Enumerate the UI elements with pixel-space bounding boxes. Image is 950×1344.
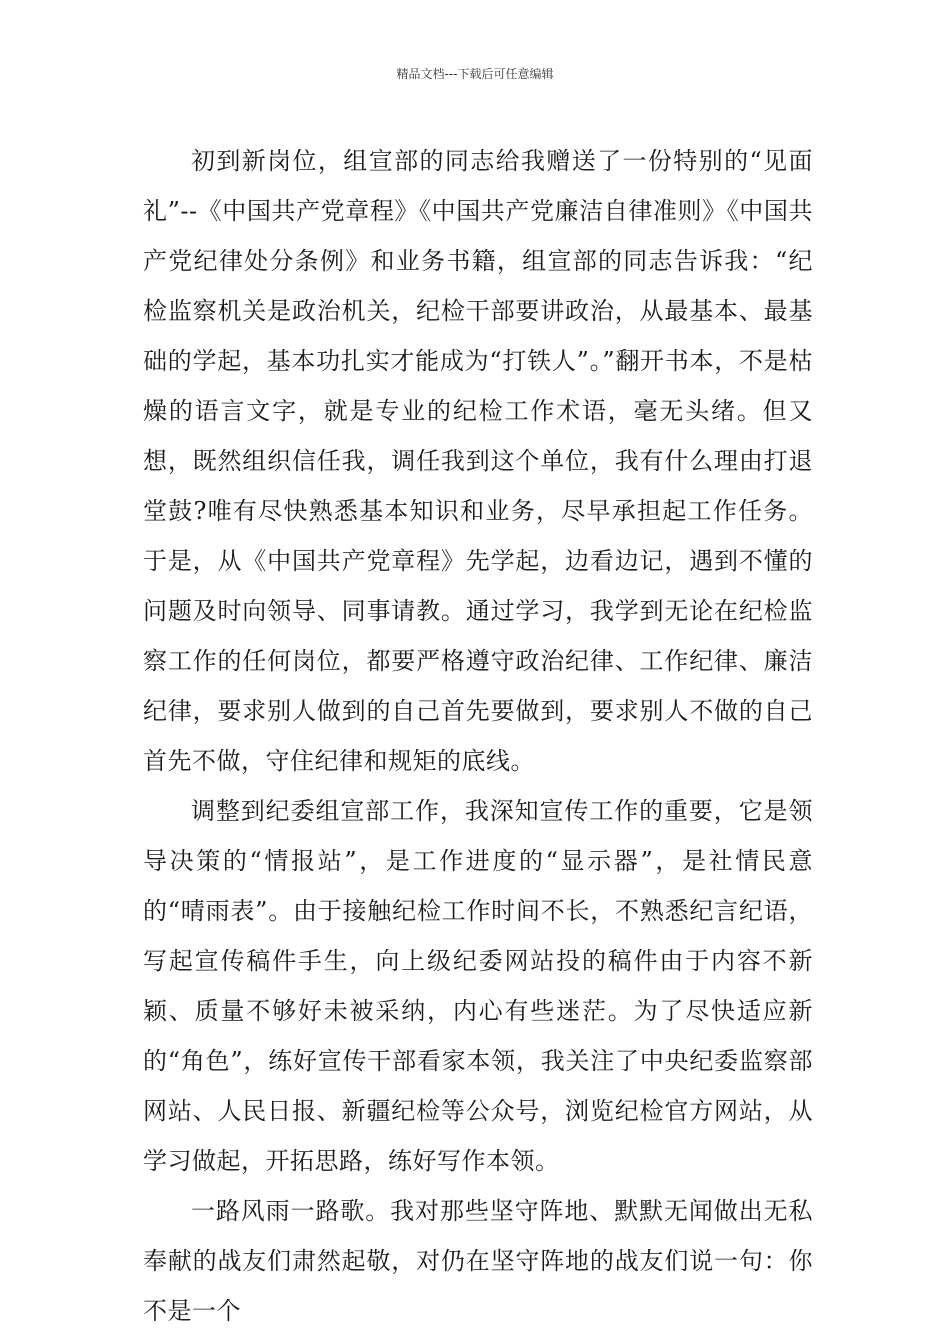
paragraph-1: 初到新岗位，组宣部的同志给我赠送了一份特别的“见面礼”--《中国共产党章程》《中国共产党廉洁自律准则》《中国共产党纪律处分条例》和业务书籍，组宣部的同志告诉我：“纪检监察机关是政治机关，纪检干部要讲政治，从最基本、最基础的学起，基本功扎实才能成为“打铁人”。”翻开书本，不是枯燥的语言文字，就是专业的纪检工作术语，毫无头绪。但又想，既然组织信任我，调任我到这个单位，我有什么理由打退堂鼓?唯有尽快熟悉基本知识和业务，尽早承担起工作任务。于是，从《中国共产党章程》先学起，边看边记，遇到不懂的问题及时向领导、同事请教。通过学习，我学到无论在纪检监察工作的任何岗位，都要严格遵守政治纪律、工作纪律、廉洁纪律，要求别人做到的自己首先要做到，要求别人不做的自己首先不做，守住纪律和规矩的底线。: [143, 147, 813, 775]
paragraph-2: 调整到纪委组宣部工作，我深知宣传工作的重要，它是领导决策的“情报站”，是工作进度的“显示器”，是社情民意的“晴雨表”。由于接触纪检工作时间不长，不熟悉纪言纪语，写起宣传稿件手生，向上级纪委网站投的稿件由于内容不新颖、质量不够好未被采纳，内心有些迷茫。为了尽快适应新的“角色”，练好宣传干部看家本领，我关注了中央纪委监察部网站、人民日报、新疆纪检等公众号，浏览纪检官方网站，从学习做起，开拓思路，练好写作本领。: [143, 797, 813, 1175]
paragraph-3: 一路风雨一路歌。我对那些坚守阵地、默默无闻做出无私奉献的战友们肃然起敬，对仍在坚守阵地的战友们说一句：你不是一个: [143, 1197, 813, 1325]
page-header: 精品文档---下载后可任意编辑: [396, 67, 554, 81]
document-body: [143, 136, 813, 1336]
